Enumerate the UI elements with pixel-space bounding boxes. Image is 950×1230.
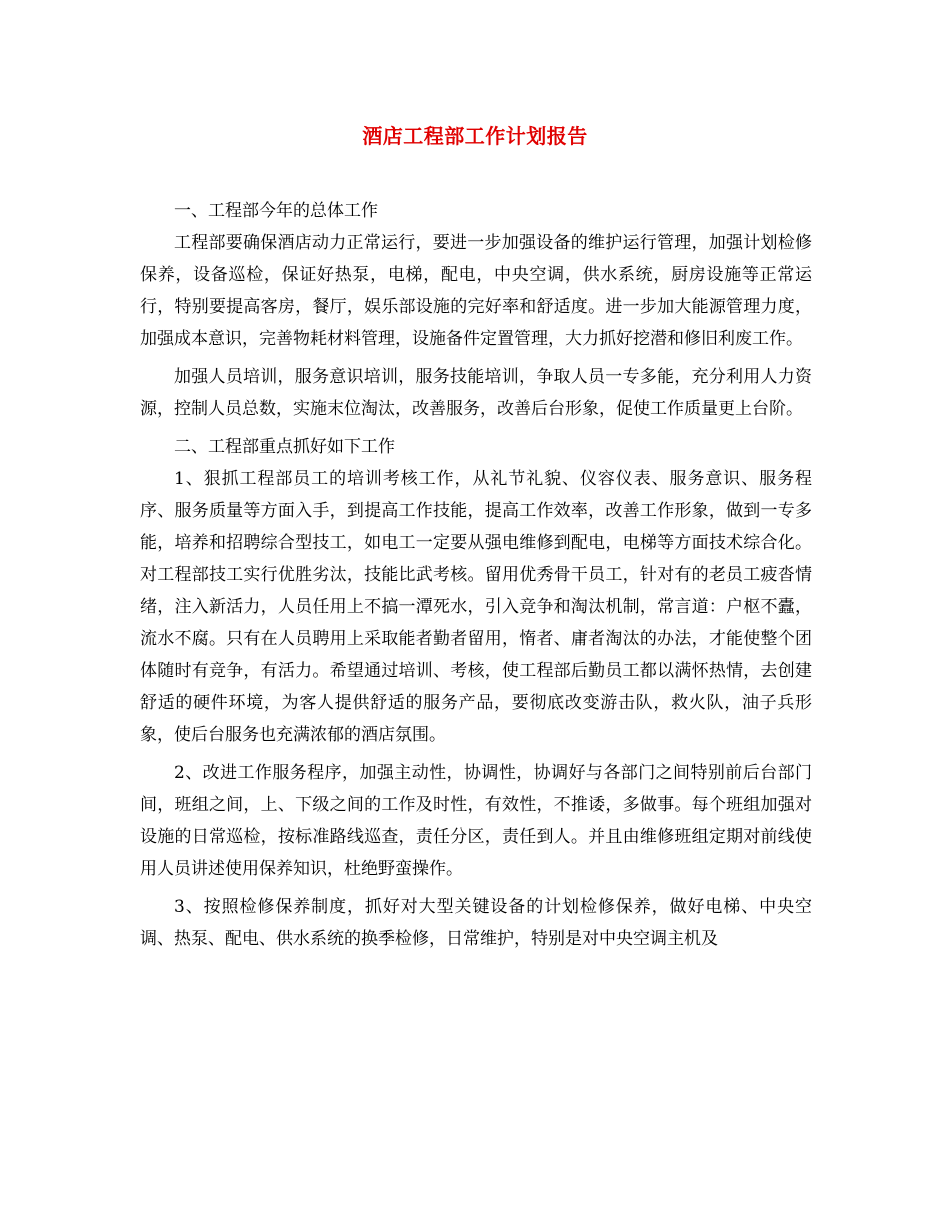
document-title: 酒店工程部工作计划报告: [362, 124, 588, 148]
paragraph: 工程部要确保酒店动力正常运行，要进一步加强设备的维护运行管理，加强计划检修保养，设备巡检，保证好热泵，电梯，配电，中央空调，供水系统，厨房设施等正常运行，特别要提高客房，餐厅，娱乐部设施的完好率和舒适度。进一步加大能源管理力度，加强成本意识，完善物耗材料管理，设施备件定置管理，大力抓好挖潜和修旧利废工作。: [140, 233, 812, 349]
document-body: [140, 195, 812, 961]
paragraph: 3、按照检修保养制度，抓好对大型关键设备的计划检修保养，做好电梯、中央空调、热泵、配电、供水系统的换季检修，日常维护，特别是对中央空调主机及: [140, 897, 812, 949]
section-heading-1: 一、工程部今年的总体工作: [174, 201, 378, 221]
paragraph: 1、狠抓工程部员工的培训考核工作，从礼节礼貌、仪容仪表、服务意识、服务程序、服务质量等方面入手，到提高工作技能，提高工作效率，改善工作形象，做到一专多能，培养和招聘综合型技工，如电工一定要从强电维修到配电，电梯等方面技术综合化。对工程部技工实行优胜劣汰，技能比武考核。留用优秀骨干员工，针对有的老员工疲沓情绪，注入新活力，人员任用上不搞一潭死水，引入竞争和淘汰机制，常言道：户枢不蠹，流水不腐。只有在人员聘用上采取能者勤者留用，惰者、庸者淘汰的办法，才能使整个团体随时有竞争，有活力。希望通过培训、考核，使工程部后勤员工都以满怀热情，去创建舒适的硬件环境，为客人提供舒适的服务产品，要彻底改变游击队，救火队，油子兵形象，使后台服务也充满浓郁的酒店氛围。: [140, 469, 812, 745]
paragraph: 加强人员培训，服务意识培训，服务技能培训，争取人员一专多能，充分利用人力资源，控制人员总数，实施末位淘汰，改善服务，改善后台形象，促使工作质量更上台阶。: [140, 367, 812, 419]
paragraph: 2、改进工作服务程序，加强主动性，协调性，协调好与各部门之间特别前后台部门间，班组之间，上、下级之间的工作及时性，有效性，不推诿，多做事。每个班组加强对设施的日常巡检，按标准路线巡查，责任分区，责任到人。并且由维修班组定期对前线使用人员讲述使用保养知识，杜绝野蛮操作。: [140, 763, 812, 879]
section-heading-2: 二、工程部重点抓好如下工作: [174, 437, 395, 457]
